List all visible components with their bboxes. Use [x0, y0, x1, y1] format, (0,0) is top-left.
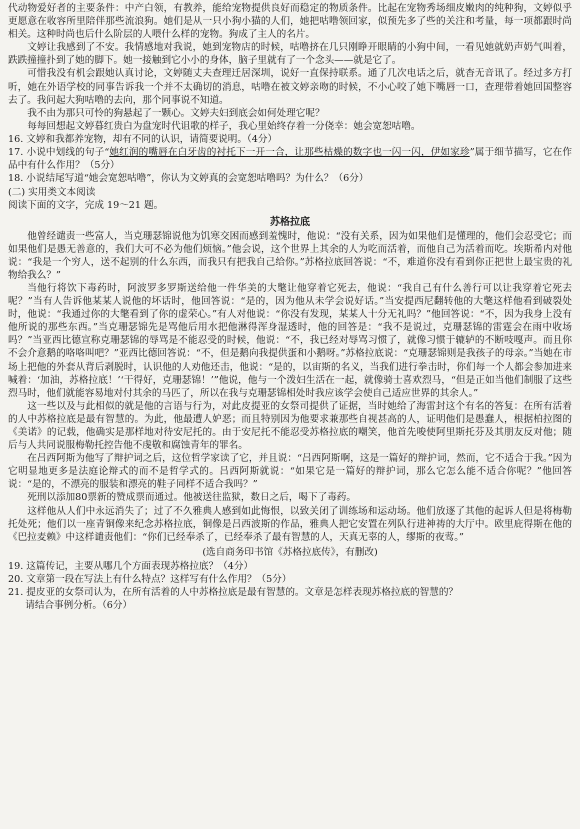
question-21: 21. 提皮亚的女祭司认为，在所有活着的人中苏格拉底是最有智慧的。文章是怎样表现苏格拉底的智慧的？ — [8, 587, 459, 599]
passage1-paragraph-1: 文婷让我感到了不安。我情感地对我说，她到宠物店的时候，咕噜挤在几只刚睁开眼睛的小狗中间，一看见她就奶声奶气叫着，跌跌撞撞扑到了她的脚下。她一接触到它小小的身体，脑子里就有了一个念头——就是它了。 — [8, 42, 572, 67]
question-17 — [8, 146, 572, 172]
question-18: 18. 小说结尾写道“她会宽恕咕噜”，你认为文婷真的会宽恕咕噜吗？为什么？（6分） — [8, 173, 369, 185]
article-paragraph-1: 他曾经谴责一些富人，当克珊瑟锦说他为饥寒交困而感到羞愧时，他说：“没有关系，因为如果他们是懂理的，他们会忍受它；而如果他们是愚无善意的，我们大可不必为他们烦恼。”他会说，这个世界上其余的人为吃而活着，而他自己为活着而吃。埃斯希内对他说：“我是一个穷人，送不起别的什么东西，而我只有把我自己给你。”苏格拉底回答说：“不，难道你没有看到你正把世上最宝贵的礼物给我么？” — [8, 230, 572, 281]
question-17-prefix: 17. 小说中划线的句子“ — [8, 147, 110, 159]
article-title: 苏格拉底 — [270, 216, 310, 228]
question-20: 20. 文章第一段在写法上有什么特点？这样写有什么作用？（5分） — [8, 574, 292, 586]
article-paragraph-2: 当他行将饮下毒药时，阿波罗多罗斯送给他一件华美的大氅让他穿着它死去，他说：“我自己有什么善行可以让我穿着它死去呢？”当有人告诉他某某人说他的坏话时，他回答说：“是的，因为他从未学会说好话。”当安提西尼翻转他的大氅这样他看到破裂处时，他说：“我通过你的大氅看到了你的虚荣心。”有人对他说：“你没有发现，某某人十分无礼吗？”他回答说：“不，因为我身上没有他所说的那些东西。”当克珊瑟锦先是骂他后用水把他淋得浑身湿透时，他的回答是：“我不是说过，克珊瑟锦的雷霆会在雨中收场吗？”当亚西比德宣称克珊瑟锦的辱骂是不能忍受的时候，他说：“不，我已经对辱骂习惯了，就像习惯于辘轳的不断吱嘎声。而且你不会介意鹅的咯咯叫吧？”亚西比德回答说：“不，但是鹅向我提供蛋和小鹅呀。”苏格拉底说：“克珊瑟锦则是我孩子的母亲。”当她在市场上把他的外套从背后剥脱时，认识他的人劝他还击，他说：“是的，以宙斯的名义，当我们进行拳击时，你们每一个人都会参加进来喊着：‘加油，苏格拉底！’‘干得好，克珊瑟锦！’”他说，他与一个泼妇生活在一起，就像骑士喜欢烈马，“但是正如当他们制服了这些烈马时，他们就能容易地对付其余的马匹了，所以在我与克珊瑟锦相处时我应该学会使自己适应世界的其余人。” — [8, 282, 572, 399]
question-19: 19. 这篇传记，主要从哪几个方面表现苏格拉底？（4分） — [8, 560, 254, 572]
article-paragraph-4: 在吕西阿斯为他写了辩护词之后，这位哲学家读了它，并且说：“吕西阿斯啊，这是一篇好的辩护词，然而，它不适合于我。”因为它明显地更多是法庭论辩式的而不是哲学式的。吕西阿斯就说：“如果它是一篇好的辩护词，那么它怎么能不适合你呢？”他回答说：“是的，不漂亮的服装和漂亮的鞋子同样不适合我吗？” — [8, 453, 572, 491]
question-17-underlined-quote: 她红润的嘴唇在白牙齿的衬托下一开一合，让那些枯燥的数字也一闪一闪，伊如家珍 — [109, 147, 470, 159]
passage1-paragraph-3: 我不由为那只可怜的狗悬起了一颗心。文婷夫妇到底会如何处理它呢？ — [27, 107, 325, 119]
article-source: (选自商务印书馆《苏格拉底传》，有删改) — [202, 546, 378, 558]
article-paragraph-3: 这一些以及与此相似的就是他的言语与行为，对此皮提亚的女祭司提供了证据，当时她给了海雷封这个有名的答复：在所有活着的人中苏格拉底是最有智慧的。为此，他最遭人妒恶；而且特别因为他要求兼那些自视甚高的人，证明他们是愚蠢人，根据柏拉图的《美诺》的记载，他确实是那样地对待安尼托的。由于安尼托不能忍受苏格拉底的嘲笑，他首先唆使阿里斯托芬及其朋友反对他；随后与人共同说服梅勒托控告他不虔敬和腐蚀青年的罪名。 — [8, 400, 572, 452]
passage1-paragraph-4: 每每回想起文婷暮红贵白为盘宠时代诅歌的样子，我心里始终存着一分侥幸：她会宽恕咕噜。 — [27, 120, 421, 132]
passage1-paragraph-2: 可惜我没有机会跟她认真讨论，文婷随丈夫查理迁居深圳，说好一直保持联系。通了几次电话之后，就杳无音讯了。经过多方打听，她在外语学校的同事告诉我一个并不太确切的消息，咕噜在被文婷亲吻的时候，不小心咬了她下嘴唇一口，查理带着她回国整容去了。我问起大狗咕噜的去向，那个同事说不知道。 — [8, 68, 572, 106]
passage1-paragraph-0: 代动物爱好者的主要条件：中产白领，有教养，能给宠物提供良好而稳定的物质条件。比起在宠物秀场细皮嫩肉的纯种狗，文婷似乎更愿意在收容所里陪伴那些流浪狗。她们是从一只小狗小猫的人们，她把咕噜领回家，似预先多了些的关注和考量，每一项都跟时尚相关。这种时尚也后什么阶层的人喂什么样的宠物。狗成了主人的名片。 — [8, 3, 572, 41]
article-paragraph-6: 这样他从人们中永远消失了；过了不久雅典人感到如此悔恨，以致关闭了训练场和运动场。他们放逐了其他的起诉人但是将梅勒托处死；他们以一座青铜像来纪念苏格拉底，铜像是吕西波斯的作品，雅典人把它安置在列队行进神祷的大厅中。欧里庇得斯在他的《巴拉麦赖》中这样谴责他们：“你们已经奉杀了，已经奉杀了最有智慧的人，天真无辜的人，缪斯的夜莺。” — [8, 505, 572, 543]
question-17-suffix: ”属于细节描写，它在作品中有什么作用？（5分） — [8, 147, 573, 172]
section-instruction: 阅读下面的文字，完成 19～21 题。 — [8, 200, 164, 212]
question-16: 16. 文婷和我都养宠物，却有不同的认识，请简要说明。（4分） — [8, 133, 278, 145]
article-paragraph-5: 死刑以添加80票新的赞成票而通过。他被送往监狱，数日之后，喝下了毒药。 — [27, 492, 356, 504]
question-21-continuation: 请结合事例分析。（6分） — [25, 600, 133, 612]
section-heading: (二) 实用类文本阅读 — [8, 187, 96, 199]
